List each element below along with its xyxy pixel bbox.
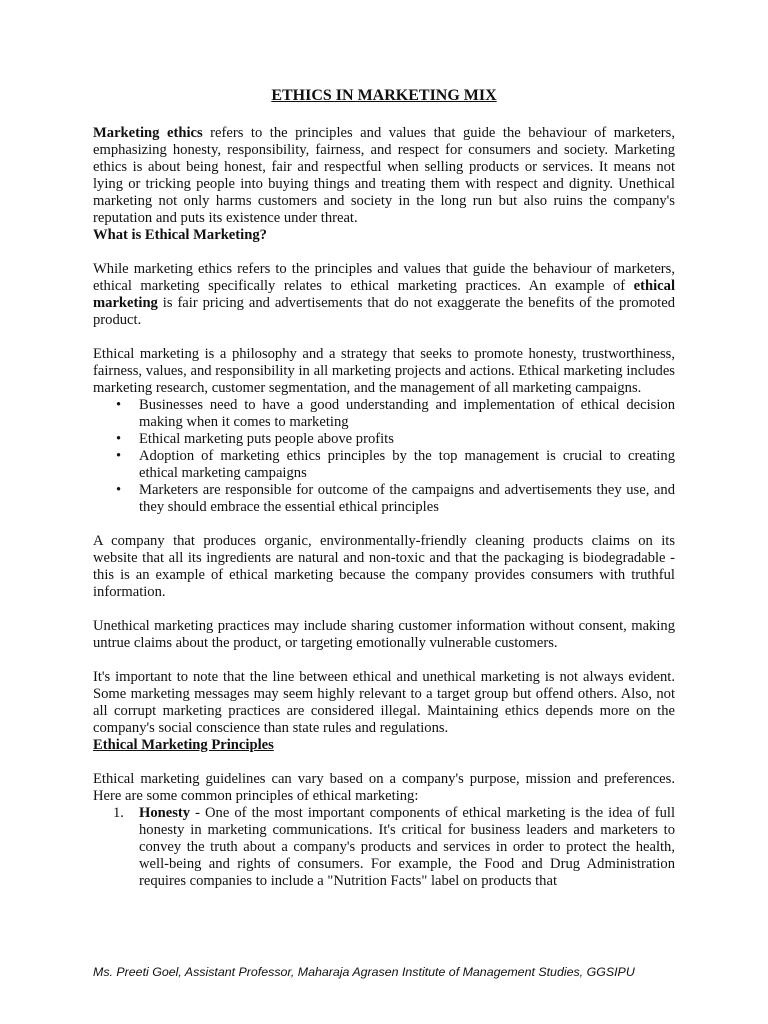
list-item: • Marketers are responsible for outcome of the campaigns and advertisements they use, and they should embrace the essential ethical principles — [139, 482, 675, 516]
list-item — [113, 805, 675, 890]
intro-term: Marketing ethics — [93, 125, 203, 141]
para1-term: ethical marketing — [93, 278, 675, 311]
section-heading-ethical-marketing: What is Ethical Marketing? — [93, 227, 267, 243]
paragraph-guidelines: Ethical marketing guidelines can vary based on a company's purpose, mission and preferences. Here are some common principles of ethical marketing: — [93, 771, 675, 804]
list-number: 1. — [113, 805, 124, 821]
document-title: ETHICS IN MARKETING MIX — [271, 87, 497, 104]
paragraph-ethics-vs-ethical-marketing — [93, 261, 675, 329]
page-footer: Ms. Preeti Goel, Assistant Professor, Maharaja Agrasen Institute of Management Studies, GGSIPU — [93, 965, 635, 979]
paragraph-unethical-practices: Unethical marketing practices may include sharing customer information without consent, making untrue claims about the product, or targeting emotionally vulnerable customers. — [93, 618, 675, 651]
para1-after: is fair pricing and advertisements that do not exaggerate the benefits of the promoted product. — [93, 295, 675, 328]
intro-text: refers to the principles and values that guide the behaviour of marketers, emphasizing honesty, responsibility, fairness, and respect for consumers and society. Marketing ethics is about being honest, fair and respectful when selling products or services. It means not lying or tricking people into buying things and treating them with respect and dignity. Unethical marketing not only harms customers and society in the long run but also ruins the company's reputation and puts its existence under threat. — [93, 125, 675, 226]
list-item: • Adoption of marketing ethics principles by the top management is crucial to creating ethical marketing campaigns — [139, 448, 675, 482]
list-item: • Businesses need to have a good understanding and implementation of ethical decision making when it comes to marketing — [139, 397, 675, 431]
paragraph-philosophy: Ethical marketing is a philosophy and a strategy that seeks to promote honesty, trustworthiness, fairness, values, and responsibility in all marketing projects and actions. Ethical marketing includes marketing research, customer segmentation, and the management of all marketing campaigns. — [93, 346, 675, 396]
para1-before: While marketing ethics refers to the principles and values that guide the behaviour of marketers, ethical marketing specifically relates to ethical marketing practices. An example of — [93, 261, 675, 294]
bullet-list — [93, 397, 675, 516]
document-page — [93, 86, 675, 890]
paragraph-line-between: It's important to note that the line between ethical and unethical marketing is not always evident. Some marketing messages may seem highly relevant to a target group but offend others. Also, not all corrupt marketing practices are considered illegal. Maintaining ethics depends more on the company's social conscience than state rules and regulations. — [93, 669, 675, 736]
list-item: • Ethical marketing puts people above profits — [139, 431, 675, 448]
principle-text: - One of the most important components of ethical marketing is the idea of full honesty in marketing communications. It's critical for business leaders and marketers to convey the truth about a company's products and services in order to protect the health, well-being and rights of consumers. For example, the Food and Drug Administration requires companies to include a "Nutrition Facts" label on products that — [139, 805, 675, 889]
paragraph-example-company: A company that produces organic, environmentally-friendly cleaning products claims on its website that all its ingredients are natural and non-toxic and that the packaging is biodegradable - this is an example of ethical marketing because the company provides consumers with truthful information. — [93, 533, 675, 600]
intro-paragraph — [93, 125, 675, 227]
numbered-list — [93, 805, 675, 890]
section-heading-principles: Ethical Marketing Principles — [93, 737, 274, 753]
principle-term: Honesty — [139, 805, 191, 821]
